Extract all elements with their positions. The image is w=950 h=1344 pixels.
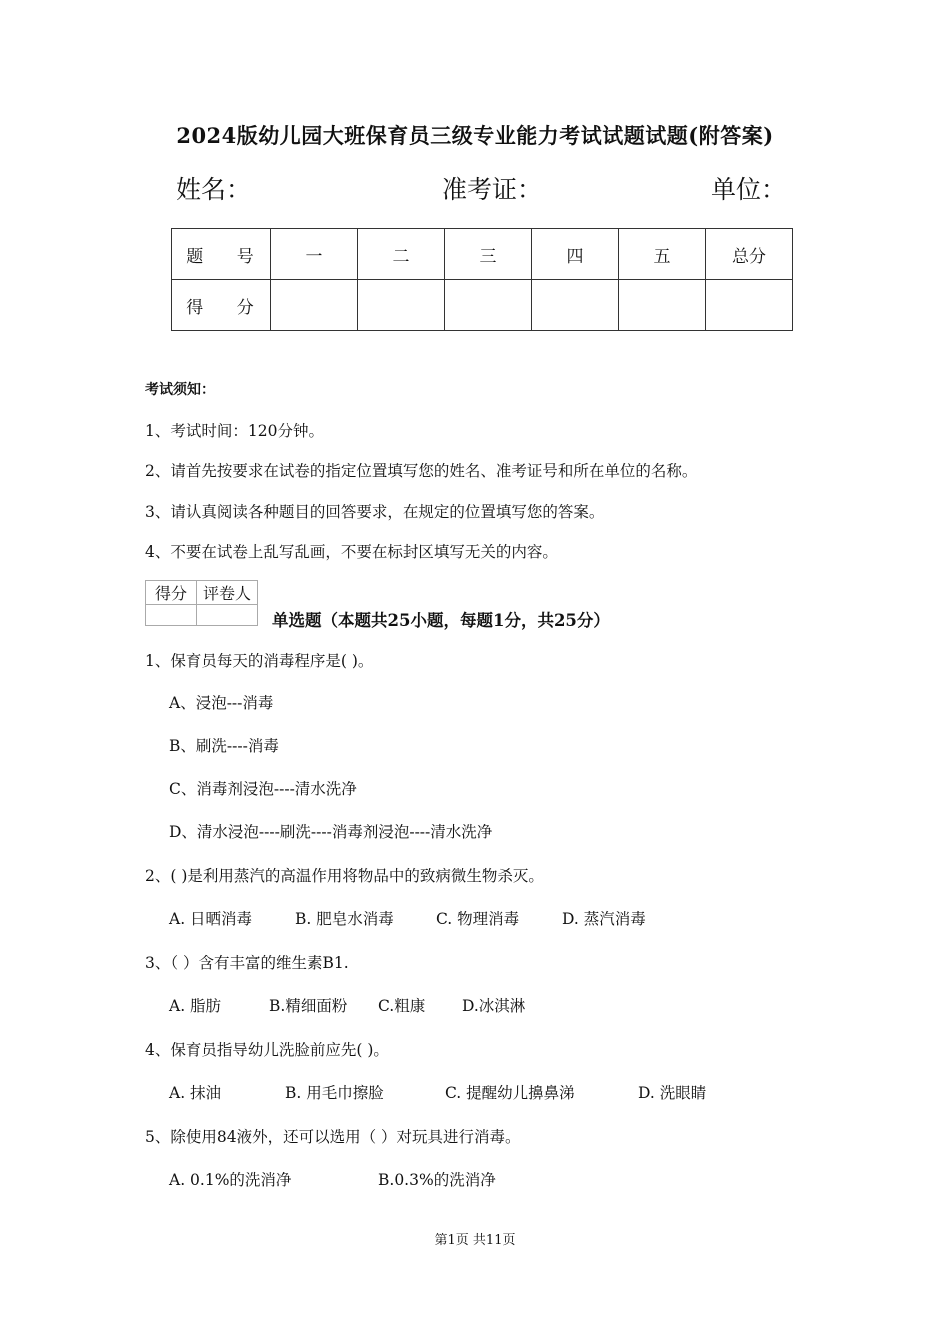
question-option: A. 日晒消毒 [169, 910, 253, 928]
question-stem: 3、（ ）含有丰富的维生素B1. [145, 954, 349, 972]
question-option: B. 肥皂水消毒 [295, 910, 394, 928]
question-stem: 5、除使用84液外，还可以选用（ ）对玩具进行消毒。 [145, 1128, 521, 1146]
exam-number-field-label: 准考证： [442, 175, 543, 204]
question-option: B.精细面粉 [269, 997, 348, 1015]
section-title: 单选题（本题共25小题，每题1分，共25分） [272, 611, 610, 630]
score-cell[interactable] [532, 280, 619, 331]
question-option: D、清水浸泡----刷洗----消毒剂浸泡----清水洗净 [169, 823, 493, 841]
question-option: A. 抹油 [169, 1084, 222, 1102]
notice-item: 4、不要在试卷上乱写乱画，不要在标封区填写无关的内容。 [145, 543, 558, 561]
grader-score-cell[interactable] [146, 605, 197, 626]
question-option: D.冰淇淋 [462, 997, 526, 1015]
notice-item: 2、请首先按要求在试卷的指定位置填写您的姓名、准考证号和所在单位的名称。 [145, 462, 698, 480]
document-title: 2024版幼儿园大班保育员三级专业能力考试试题试题(附答案) [176, 123, 774, 148]
notice-heading: 考试须知： [145, 382, 215, 398]
question-option: C. 物理消毒 [436, 910, 520, 928]
score-row-label: 得 分 [172, 280, 271, 331]
score-table-header-cell: 总分 [706, 229, 793, 280]
question-option: C. 提醒幼儿擤鼻涕 [445, 1084, 575, 1102]
score-cell[interactable] [445, 280, 532, 331]
question-option: A、浸泡---消毒 [169, 694, 274, 712]
page-footer: 第1页 共11页 [434, 1233, 516, 1248]
score-table-header-cell: 一 [271, 229, 358, 280]
grader-name-cell[interactable] [197, 605, 258, 626]
question-option: C、消毒剂浸泡----清水洗净 [169, 780, 357, 798]
question-option: A. 0.1%的洗消净 [169, 1171, 292, 1189]
score-table [171, 228, 793, 331]
score-cell[interactable] [706, 280, 793, 331]
unit-field-label: 单位： [711, 175, 787, 204]
score-table-header-cell: 三 [445, 229, 532, 280]
notice-item: 3、请认真阅读各种题目的回答要求，在规定的位置填写您的答案。 [145, 503, 605, 521]
score-table-header-cell: 五 [619, 229, 706, 280]
question-stem: 1、保育员每天的消毒程序是( )。 [145, 652, 374, 670]
question-option: B. 用毛巾擦脸 [285, 1084, 384, 1102]
grader-score-label: 得分 [146, 581, 197, 605]
question-option: D. 蒸汽消毒 [562, 910, 646, 928]
score-cell[interactable] [271, 280, 358, 331]
score-table-header-cell: 四 [532, 229, 619, 280]
question-option: B、刷洗----消毒 [169, 737, 279, 755]
score-table-header-cell: 题 号 [172, 229, 271, 280]
score-table-header-row [172, 229, 793, 280]
notice-item: 1、考试时间：120分钟。 [145, 422, 324, 440]
question-option: D. 洗眼睛 [638, 1084, 707, 1102]
question-option: C.粗康 [378, 997, 426, 1015]
grader-name-label: 评卷人 [197, 581, 258, 605]
name-field-label: 姓名： [176, 175, 252, 204]
score-cell[interactable] [358, 280, 445, 331]
score-cell[interactable] [619, 280, 706, 331]
grader-box [145, 580, 258, 626]
score-table-score-row [172, 280, 793, 331]
question-stem: 4、保育员指导幼儿洗脸前应先( )。 [145, 1041, 389, 1059]
question-stem: 2、( )是利用蒸汽的高温作用将物品中的致病微生物杀灭。 [145, 867, 544, 885]
question-option: A. 脂肪 [169, 997, 222, 1015]
question-option: B.0.3%的洗消净 [378, 1171, 496, 1189]
score-table-header-cell: 二 [358, 229, 445, 280]
